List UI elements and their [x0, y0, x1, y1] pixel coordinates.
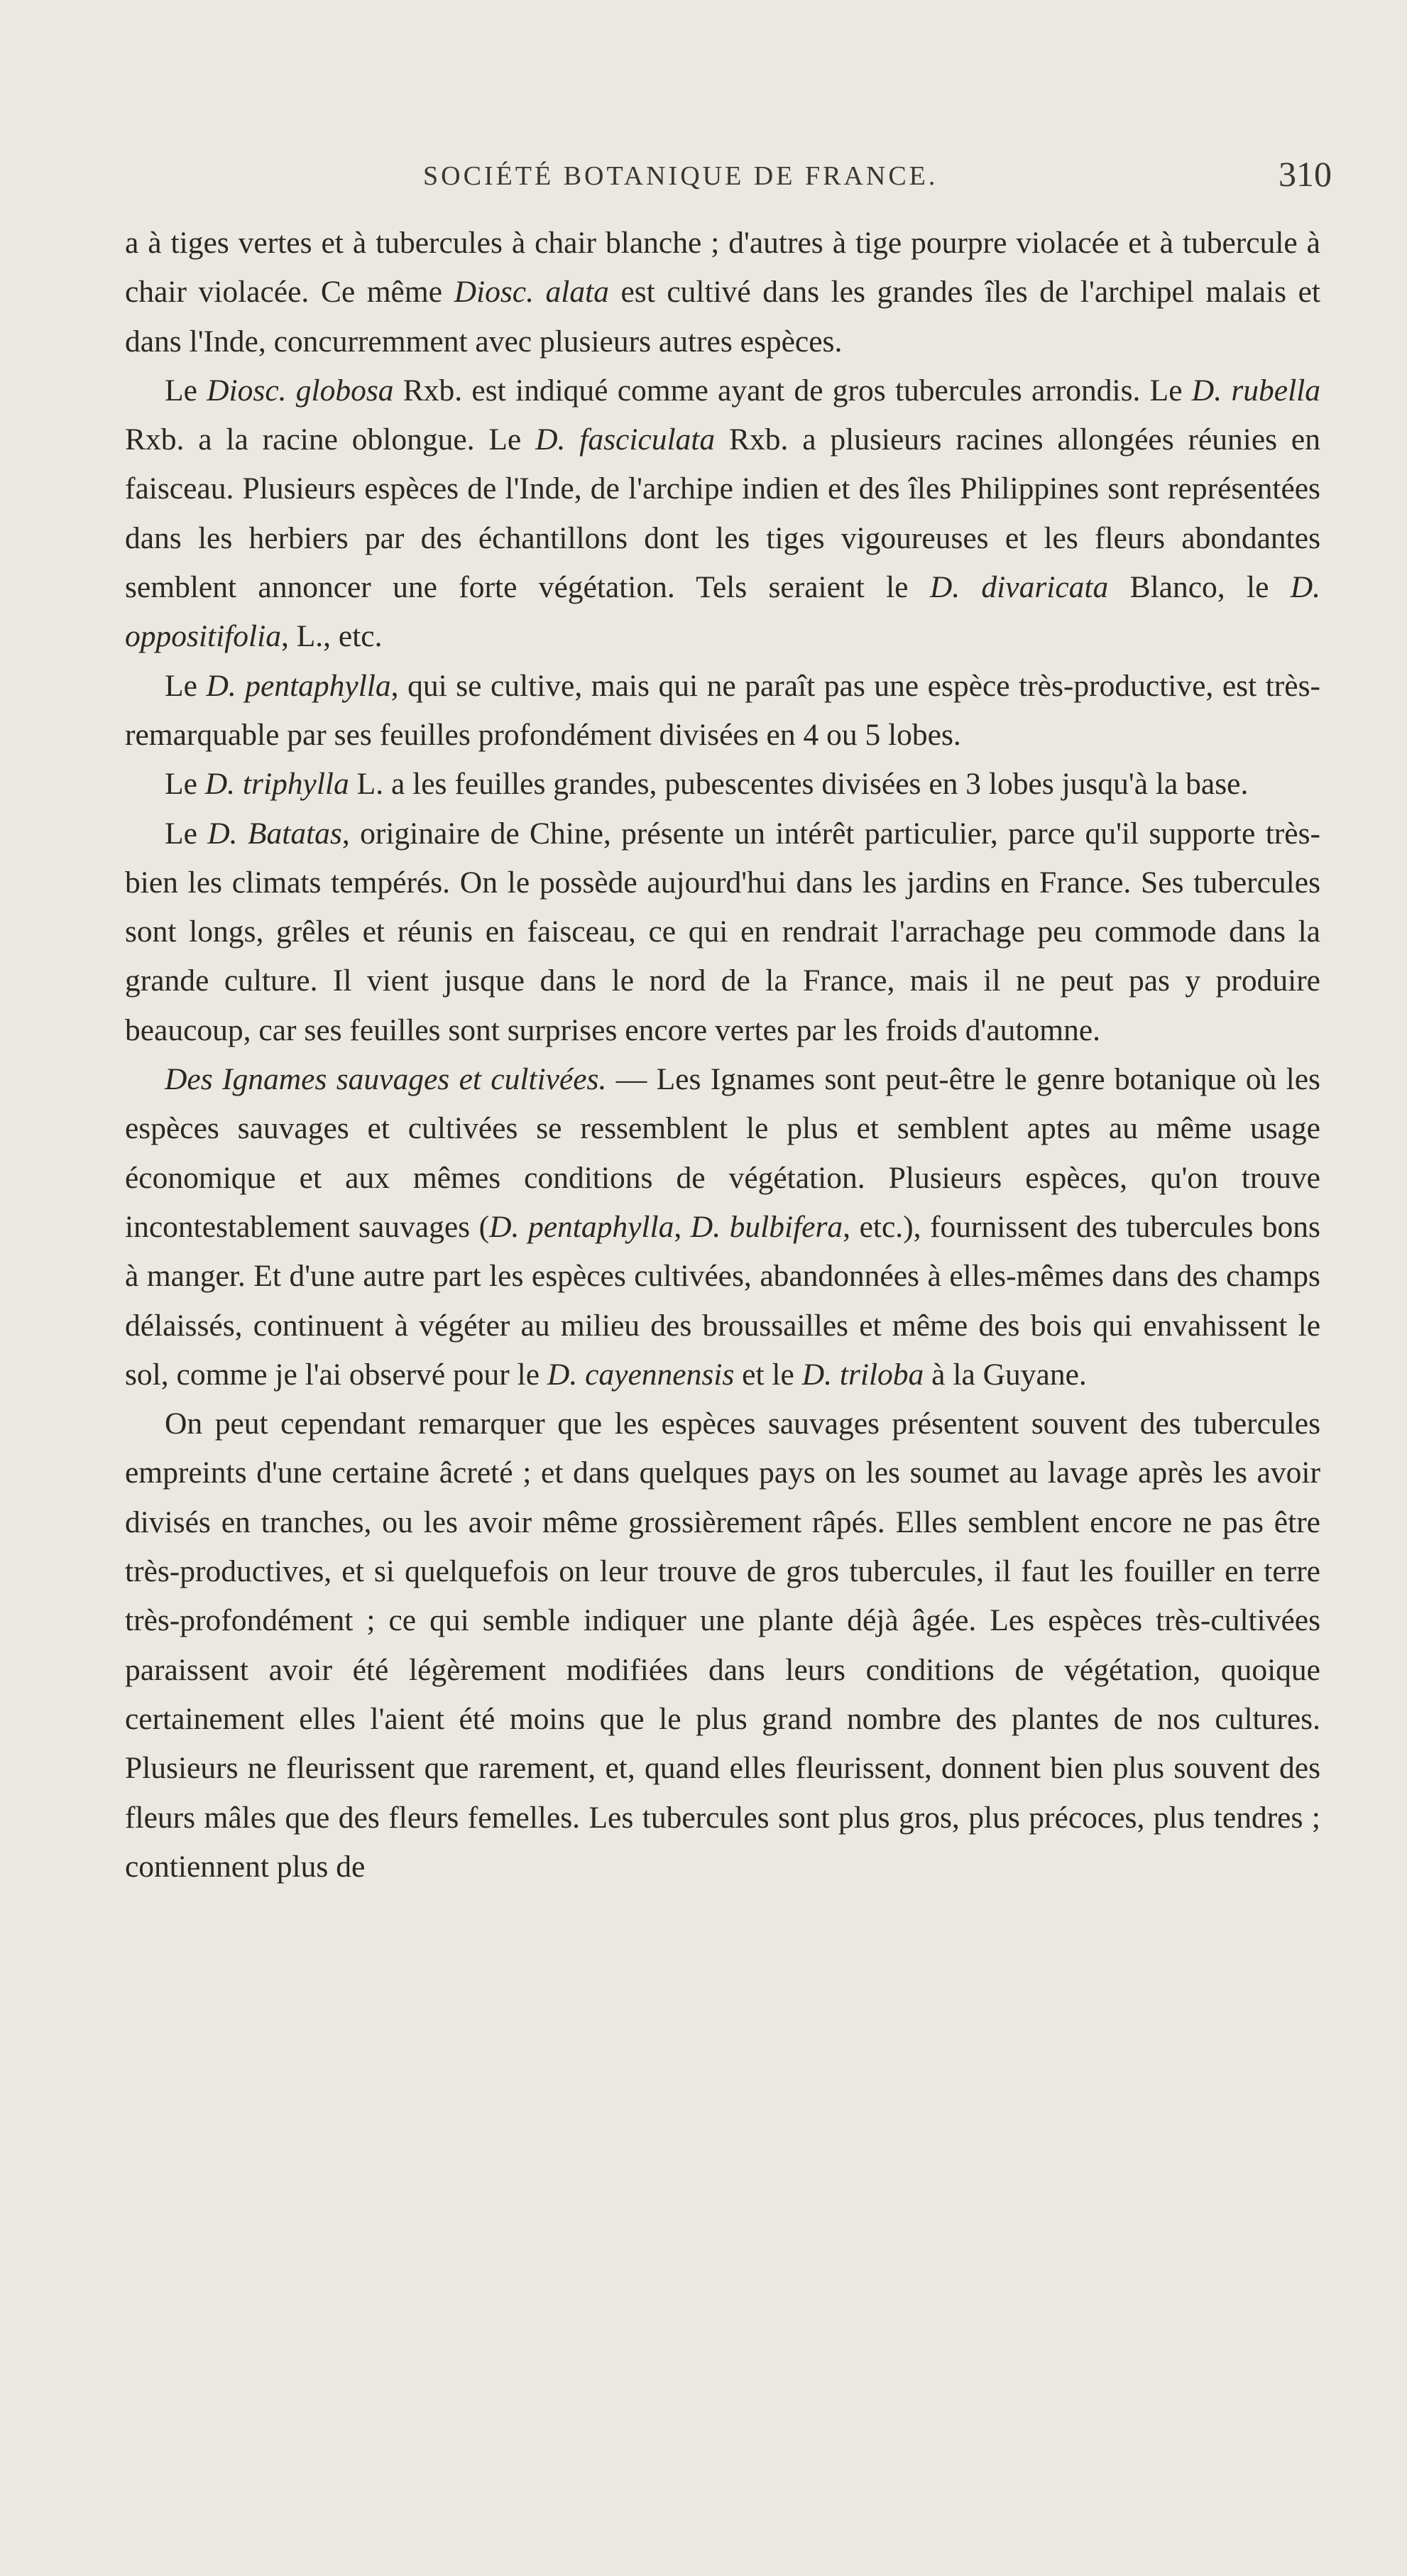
italic-text: D. divaricata	[929, 570, 1109, 605]
paragraph	[125, 219, 1320, 366]
text-run: est cultivé dans les grandes îles de l'archipel malais et dans l'Inde, concurremment avec plusieurs autres espèces.	[125, 275, 1320, 359]
paragraph	[125, 662, 1320, 760]
text-run: à la Guyane.	[924, 1357, 1087, 1392]
text-run: Le	[165, 816, 208, 851]
paragraph	[125, 760, 1320, 809]
italic-text: D. rubella	[1191, 373, 1320, 408]
italic-text: D. bulbifera	[690, 1209, 843, 1244]
italic-text: D. Batatas	[207, 816, 342, 851]
italic-text: D. cayennensis	[547, 1357, 735, 1392]
italic-text: D. oppositifolia	[125, 570, 1321, 654]
italic-text: Des Ignames sauvages et cultivées.	[165, 1062, 607, 1097]
text-run: , originaire de Chine, présente un intérêt particulier, parce qu'il supporte très-bien les climats tempérés. On le possède aujourd'hui dans les jardins en France. Ses tubercules sont longs, grêles et réunis en faisceau, ce qui en rendrait l'arrachage peu commode dans la grande culture. Il vient jusque dans le nord de la France, mais il ne peut pas y produire beaucoup, car ses feuilles sont surprises encore vertes par les froids d'automne.	[125, 816, 1320, 1047]
text-run: ,	[674, 1209, 691, 1244]
text-run: On peut cependant remarquer que les espèces sauvages présentent souvent des tubercules empreints d'une certaine âcreté ; et dans quelques pays on les soumet au lavage après les avoir divisés en tranches, ou les avoir même grossièrement râpés. Elles semblent encore ne pas être très-productives, et si quelquefois on leur trouve de gros tubercules, il faut les fouiller en terre très-profondément ; ce qui semble indiquer une plante déjà âgée. Les espèces très-cultivées paraissent avoir été légèrement modifiées dans leurs conditions de végétation, quoique certainement elles l'aient été moins que le plus grand nombre des plantes de nos cultures. Plusieurs ne fleurissent que rarement, et, quand elles fleurissent, donnent bien plus souvent des fleurs mâles que des fleurs femelles. Les tubercules sont plus gros, plus précoces, plus tendres ; contiennent plus de	[125, 1407, 1320, 1884]
text-run: Rxb. est indiqué comme ayant de gros tubercules arrondis. Le	[393, 373, 1192, 408]
text-run: , qui se cultive, mais qui ne paraît pas une espèce très-productive, est très-remarquable par ses feuilles profondément divisées en 4 ou 5 lobes.	[125, 668, 1320, 752]
page-number: 310	[1279, 154, 1332, 194]
text-run: Le	[165, 767, 205, 802]
text-run: Le	[165, 373, 207, 408]
text-run: a à tiges vertes et à tubercules à chair blanche ; d'autres à tige pourpre violacée et à tubercule à chair violacée. Ce même	[125, 226, 1320, 310]
italic-text: Diosc. alata	[454, 275, 609, 310]
paragraph	[125, 366, 1320, 662]
italic-text: Diosc. globosa	[207, 373, 394, 408]
text-run: , etc.), fournissent des tubercules bons à manger. Et d'une autre part les espèces cultivées, abandonnées à elles-mêmes dans des champs délaissés, continuent à végéter au milieu des broussailles et même des bois qui envahissent le sol, comme je l'ai observé pour le	[125, 1209, 1320, 1392]
text-run: et le	[734, 1357, 802, 1392]
page-header	[125, 154, 1332, 203]
paragraph	[125, 809, 1320, 1055]
text-run: — Les Ignames sont peut-être le genre botanique où les espèces sauvages et cultivées se ressemblent le plus et semblent aptes au même usage économique et aux mêmes conditions de végétation. Plusieurs espèces, qu'on trouve incontestablement sauvages (	[125, 1062, 1320, 1244]
text-run: L. a les feuilles grandes, pubescentes divisées en 3 lobes jusqu'à la base.	[349, 767, 1249, 802]
italic-text: D. triphylla	[204, 767, 349, 802]
italic-text: D. pentaphylla	[206, 668, 391, 703]
text-run: Rxb. a la racine oblongue. Le	[125, 422, 536, 457]
text-run: Le	[165, 668, 207, 703]
text-run: Rxb. a plusieurs racines allongées réunies en faisceau. Plusieurs espèces de l'Inde, de l'archipe indien et des îles Philippines sont représentées dans les herbiers par des échantillons dont les tiges vigoureuses et les fleurs abondantes semblent annoncer une forte végétation. Tels seraient le	[125, 422, 1320, 605]
italic-text: D. triloba	[801, 1357, 924, 1392]
text-run: Blanco, le	[1108, 570, 1291, 605]
paragraph	[125, 1399, 1320, 1892]
running-title: SOCIÉTÉ BOTANIQUE DE FRANCE.	[423, 161, 938, 191]
paragraph	[125, 1055, 1320, 1399]
italic-text: D. pentaphylla	[489, 1209, 674, 1244]
italic-text: D. fasciculata	[535, 422, 716, 457]
body-text	[125, 219, 1320, 1892]
text-run: , L., etc.	[280, 619, 383, 654]
